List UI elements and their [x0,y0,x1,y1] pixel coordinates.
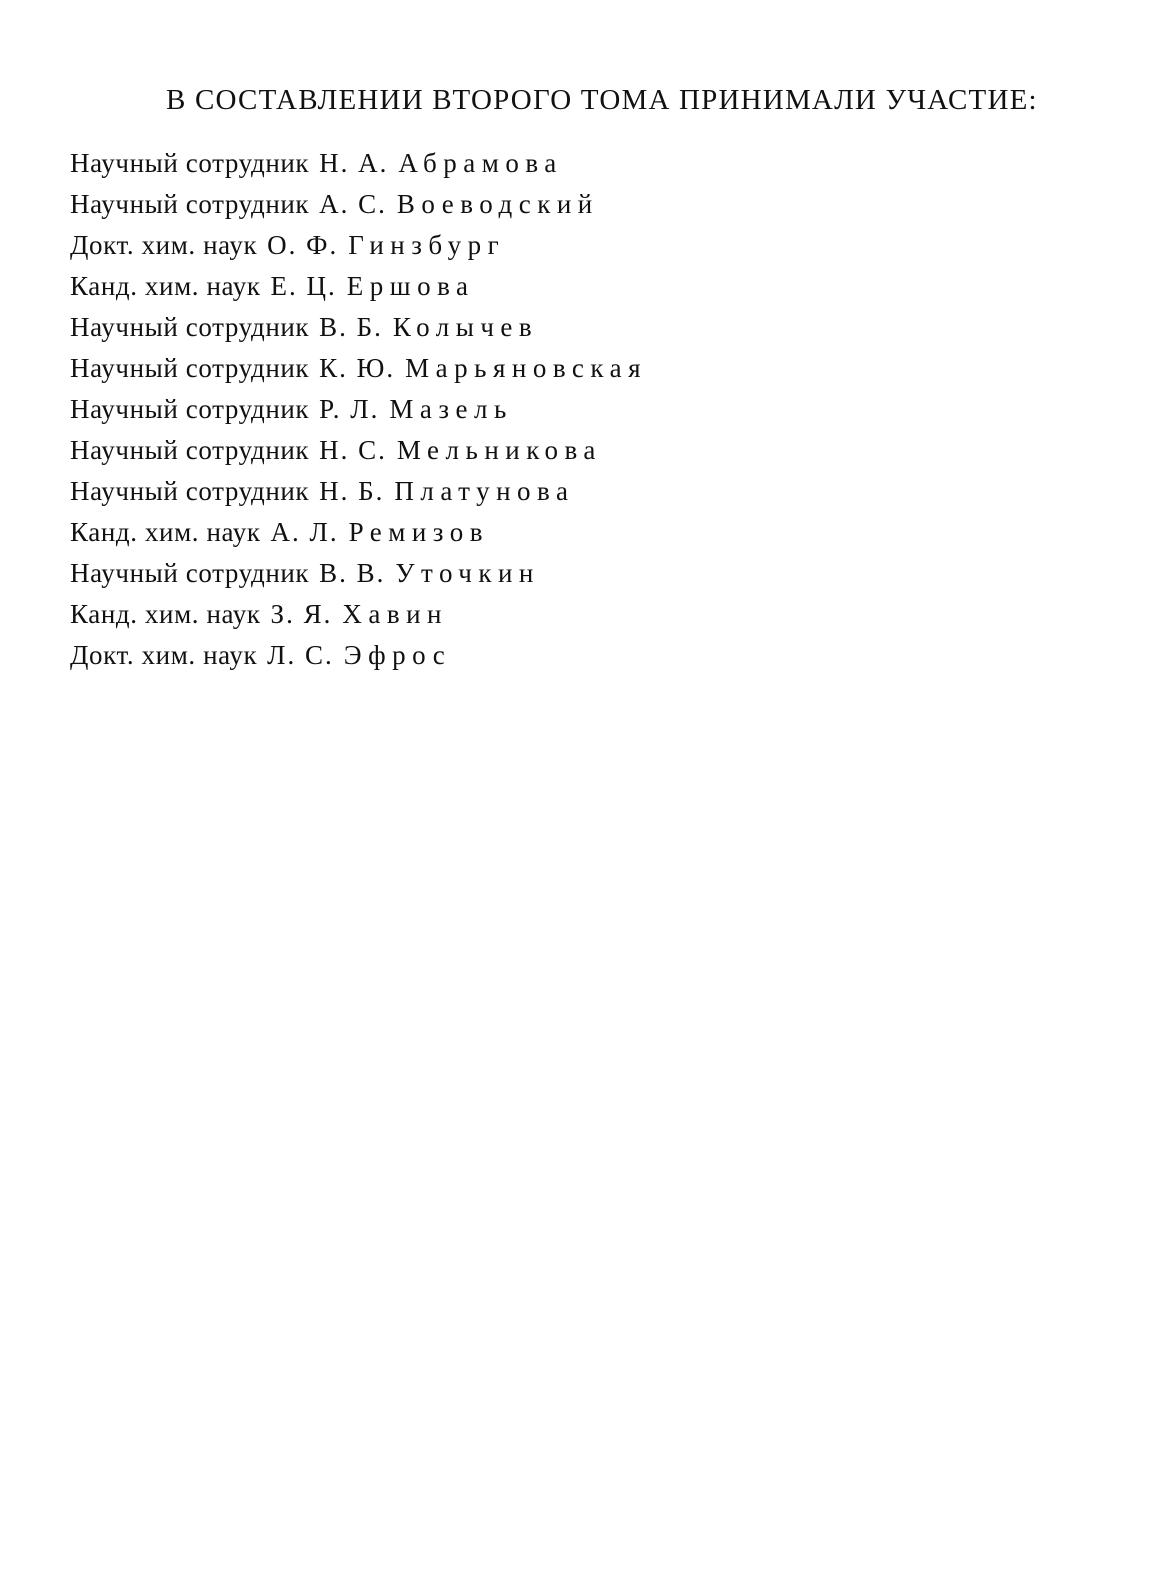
contributor-initials: Р. Л. [319,394,380,424]
contributor-surname: Уточкин [395,558,540,588]
contributor-initials: Л. С. [267,640,334,670]
contributor-initials: А. Л. [270,517,339,547]
contributor-initials: В. Б. [319,312,383,342]
contributor-entry [70,143,647,184]
contributor-initials: О. Ф. [267,230,339,260]
contributor-entry [70,553,647,594]
contributor-title: Докт. хим. наук [70,230,258,260]
contributor-surname: Ремизов [348,517,490,547]
contributor-surname: Эфрос [343,640,452,670]
contributor-title: Канд. хим. наук [70,599,261,629]
contributor-initials: В. В. [319,558,386,588]
contributor-surname: Мазель [389,394,513,424]
contributor-entry [70,594,647,635]
contributor-entry [70,512,647,553]
contributor-title: Докт. хим. наук [70,640,258,670]
contributor-title: Научный сотрудник [70,435,310,465]
contributor-surname: Марьяновская [405,353,648,383]
contributor-title: Научный сотрудник [70,312,310,342]
contributor-entry [70,307,647,348]
contributor-initials: Е. Ц. [270,271,337,301]
contributor-title: Научный сотрудник [70,148,310,178]
contributor-initials: Н. А. [319,148,389,178]
contributor-title: Научный сотрудник [70,394,310,424]
contributor-title: Научный сотрудник [70,476,310,506]
contributor-entry [70,635,647,676]
contributor-title: Научный сотрудник [70,189,310,219]
contributor-entry [70,471,647,512]
contributor-initials: К. Ю. [319,353,396,383]
contributor-initials: Н. С. [319,435,387,465]
contributor-surname: Ершова [346,271,475,301]
contributor-surname: Колычев [392,312,539,342]
contributor-surname: Платунова [394,476,575,506]
contributor-title: Канд. хим. наук [70,271,261,301]
contributor-entry [70,266,647,307]
contributor-initials: А. С. [319,189,387,219]
contributor-entry [70,430,647,471]
contributors-list [70,143,647,676]
contributor-surname: Абрамова [398,148,563,178]
contributor-surname: Хавин [342,599,448,629]
contributor-surname: Мельникова [396,435,602,465]
contributor-initials: З. Я. [270,599,333,629]
contributor-surname: Гинзбург [348,230,506,260]
contributor-entry [70,348,647,389]
contributor-entry [70,389,647,430]
contributor-entry [70,184,647,225]
contributor-title: Канд. хим. наук [70,517,261,547]
contributor-title: Научный сотрудник [70,353,310,383]
page-heading: В СОСТАВЛЕНИИ ВТОРОГО ТОМА ПРИНИМАЛИ УЧАСТИЕ: [166,84,1038,116]
contributor-initials: Н. Б. [319,476,385,506]
contributor-entry [70,225,647,266]
contributor-title: Научный сотрудник [70,558,310,588]
contributor-surname: Воеводский [396,189,599,219]
